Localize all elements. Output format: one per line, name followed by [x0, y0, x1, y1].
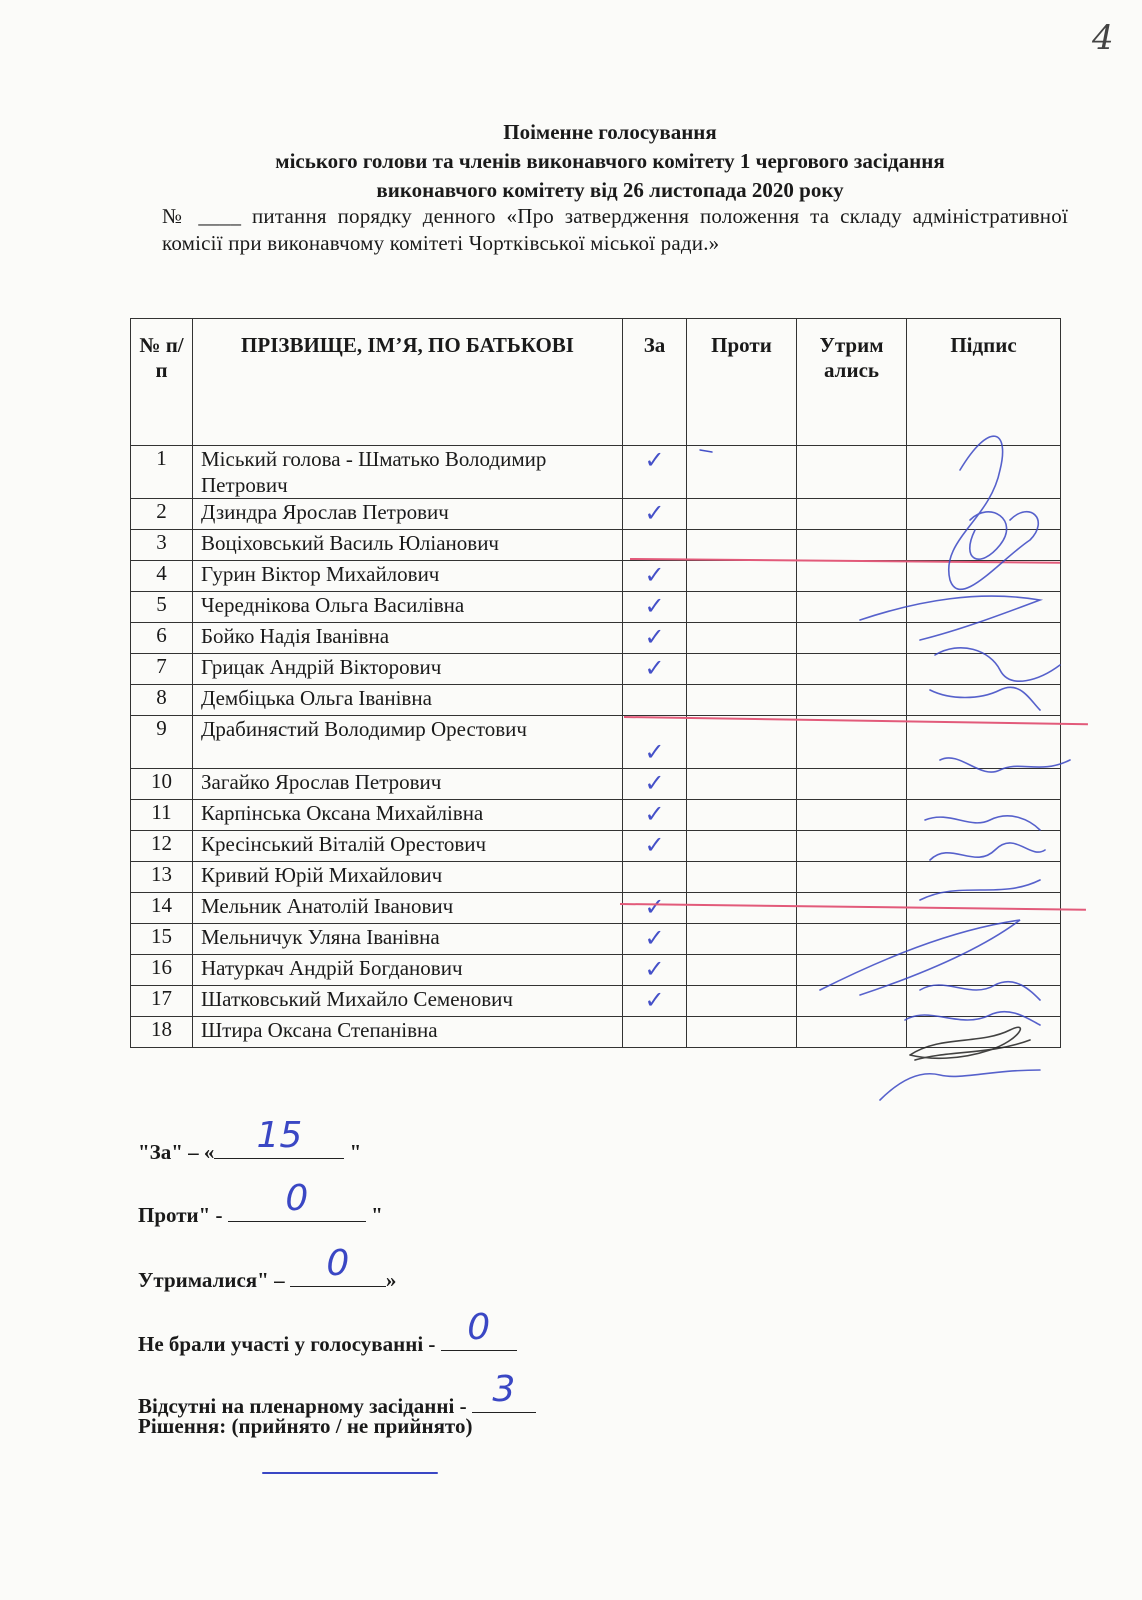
- header-signature: Підпис: [907, 319, 1061, 446]
- signature-scribble-13: [880, 1070, 1040, 1100]
- check-mark-icon: ✓: [644, 561, 665, 589]
- tally-abstained-field: [290, 1243, 386, 1287]
- table-row: [131, 955, 1061, 986]
- check-mark-icon: ✓: [644, 446, 665, 474]
- table-row: [131, 654, 1061, 685]
- table-row: [131, 831, 1061, 862]
- row-signature: [907, 592, 1061, 623]
- row-name: Шатковський Михайло Семенович: [193, 986, 623, 1017]
- tally-for-suffix: ": [344, 1140, 362, 1164]
- row-against: [687, 924, 797, 955]
- row-signature: [907, 769, 1061, 800]
- row-for: [623, 893, 687, 924]
- row-against: [687, 446, 797, 499]
- document-title: [160, 118, 1060, 205]
- row-for: [623, 924, 687, 955]
- row-abstained: [797, 561, 907, 592]
- tally-abstained-label: Утрималися" –: [138, 1268, 290, 1292]
- row-name: Мельник Анатолій Іванович: [193, 893, 623, 924]
- row-name: Кривий Юрій Михайлович: [193, 862, 623, 893]
- row-num: 6: [131, 623, 193, 654]
- row-for: [623, 1017, 687, 1048]
- row-num: 14: [131, 893, 193, 924]
- voting-table-body: [131, 446, 1061, 1048]
- agenda-item: № ____ питання порядку денного «Про затвердження положення та складу адміністративної комісії при виконавчому комітеті Чортківської міської ради.»: [162, 204, 1068, 255]
- check-mark-icon: ✓: [644, 499, 665, 527]
- row-num: 12: [131, 831, 193, 862]
- table-row: [131, 592, 1061, 623]
- row-against: [687, 955, 797, 986]
- row-num: 17: [131, 986, 193, 1017]
- check-mark-icon: ✓: [644, 738, 665, 766]
- row-abstained: [797, 592, 907, 623]
- tally-abstained-value: 0: [326, 1243, 350, 1284]
- tally-against: [138, 1178, 383, 1228]
- header-name: ПРІЗВИЩЕ, ІМ’Я, ПО БАТЬКОВІ: [193, 319, 623, 446]
- row-num: 18: [131, 1017, 193, 1048]
- table-row: [131, 986, 1061, 1017]
- page-number: 4: [1092, 18, 1114, 58]
- row-against: [687, 893, 797, 924]
- row-num: 8: [131, 685, 193, 716]
- row-num: 2: [131, 499, 193, 530]
- header-num: № п/п: [131, 319, 193, 446]
- row-name: Дембіцька Ольга Іванівна: [193, 685, 623, 716]
- row-for: [623, 561, 687, 592]
- table-row: [131, 685, 1061, 716]
- row-for: [623, 654, 687, 685]
- row-for: [623, 986, 687, 1017]
- title-line-2: міського голови та членів виконавчого комітету 1 чергового засідання: [275, 149, 945, 173]
- row-name: Дзиндра Ярослав Петрович: [193, 499, 623, 530]
- table-row: [131, 924, 1061, 955]
- row-abstained: [797, 800, 907, 831]
- tally-against-value: 0: [285, 1178, 309, 1219]
- row-name: Гурин Віктор Михайлович: [193, 561, 623, 592]
- row-signature: [907, 862, 1061, 893]
- table-row: [131, 716, 1061, 769]
- check-mark-icon: ✓: [644, 623, 665, 651]
- tally-for-label: "За" – «: [138, 1140, 215, 1164]
- row-signature: [907, 986, 1061, 1017]
- check-mark-icon: ✓: [644, 986, 665, 1014]
- table-row: [131, 800, 1061, 831]
- table-row: [131, 499, 1061, 530]
- row-num: 7: [131, 654, 193, 685]
- tally-not-voted-field: [441, 1307, 517, 1351]
- row-num: 13: [131, 862, 193, 893]
- row-for: [623, 862, 687, 893]
- row-abstained: [797, 530, 907, 561]
- row-for: [623, 623, 687, 654]
- row-for: [623, 530, 687, 561]
- row-for: [623, 955, 687, 986]
- row-against: [687, 623, 797, 654]
- row-signature: [907, 800, 1061, 831]
- row-num: 5: [131, 592, 193, 623]
- table-row: [131, 530, 1061, 561]
- row-against: [687, 561, 797, 592]
- tally-for-value: 15: [256, 1115, 303, 1156]
- row-abstained: [797, 831, 907, 862]
- row-name: Кресінський Віталій Орестович: [193, 831, 623, 862]
- row-against: [687, 499, 797, 530]
- row-num: 1: [131, 446, 193, 499]
- row-name: Міський голова - Шматько Володимир Петрович: [193, 446, 623, 499]
- tally-against-label: Проти" -: [138, 1203, 228, 1227]
- row-name: Загайко Ярослав Петрович: [193, 769, 623, 800]
- tally-absent-value: 3: [492, 1369, 516, 1410]
- row-abstained: [797, 1017, 907, 1048]
- row-num: 9: [131, 716, 193, 769]
- row-signature: [907, 685, 1061, 716]
- row-against: [687, 1017, 797, 1048]
- row-against: [687, 685, 797, 716]
- tally-not-voted-label: Не брали участі у голосуванні -: [138, 1332, 441, 1356]
- row-num: 16: [131, 955, 193, 986]
- row-name: Грицак Андрій Вікторович: [193, 654, 623, 685]
- tally-for-field: [214, 1115, 344, 1159]
- row-for: [623, 592, 687, 623]
- header-for: За: [623, 319, 687, 446]
- header-abstained: Утрим ались: [797, 319, 907, 446]
- row-against: [687, 831, 797, 862]
- title-line-3: виконавчого комітету від 26 листопада 2020 року: [376, 178, 844, 202]
- row-abstained: [797, 623, 907, 654]
- row-signature: [907, 831, 1061, 862]
- tally-not-voted-value: 0: [467, 1307, 491, 1348]
- tally-against-suffix: ": [365, 1203, 383, 1227]
- tally-against-field: [228, 1178, 366, 1222]
- row-against: [687, 800, 797, 831]
- row-signature: [907, 446, 1061, 499]
- row-abstained: [797, 769, 907, 800]
- header-against: Проти: [687, 319, 797, 446]
- row-against: [687, 716, 797, 769]
- row-against: [687, 862, 797, 893]
- table-row: [131, 446, 1061, 499]
- row-name: Мельничук Уляна Іванівна: [193, 924, 623, 955]
- row-name: Драбинястий Володимир Орестович: [193, 716, 623, 769]
- table-row: [131, 623, 1061, 654]
- row-name: Череднікова Ольга Василівна: [193, 592, 623, 623]
- row-for: [623, 800, 687, 831]
- row-name: Штира Оксана Степанівна: [193, 1017, 623, 1048]
- row-num: 4: [131, 561, 193, 592]
- decision-label: Рішення: (прийнято / не прийнято): [138, 1414, 473, 1438]
- row-for: [623, 769, 687, 800]
- row-abstained: [797, 955, 907, 986]
- table-row: [131, 862, 1061, 893]
- voting-table: [130, 318, 1061, 1048]
- row-for: [623, 685, 687, 716]
- check-mark-icon: ✓: [644, 955, 665, 983]
- row-signature: [907, 955, 1061, 986]
- row-abstained: [797, 685, 907, 716]
- row-abstained: [797, 654, 907, 685]
- check-mark-icon: ✓: [644, 893, 665, 921]
- row-abstained: [797, 499, 907, 530]
- row-name: Бойко Надія Іванівна: [193, 623, 623, 654]
- tally-absent-label: Відсутні на пленарному засіданні -: [138, 1394, 472, 1418]
- row-abstained: [797, 986, 907, 1017]
- row-signature: [907, 924, 1061, 955]
- tally-for: [138, 1115, 362, 1165]
- row-for: [623, 716, 687, 769]
- row-name: Карпінська Оксана Михайлівна: [193, 800, 623, 831]
- row-abstained: [797, 716, 907, 769]
- table-row: [131, 769, 1061, 800]
- row-name: Воціховський Василь Юліанович: [193, 530, 623, 561]
- row-name: Натуркач Андрій Богданович: [193, 955, 623, 986]
- check-mark-icon: ✓: [644, 924, 665, 952]
- check-mark-icon: ✓: [644, 769, 665, 797]
- table-row: [131, 1017, 1061, 1048]
- row-signature: [907, 654, 1061, 685]
- check-mark-icon: ✓: [644, 654, 665, 682]
- row-for: [623, 446, 687, 499]
- decision-handwritten-line: [262, 1472, 438, 1474]
- check-mark-icon: ✓: [644, 592, 665, 620]
- table-header-row: [131, 319, 1061, 446]
- row-against: [687, 530, 797, 561]
- row-for: [623, 831, 687, 862]
- table-row: [131, 561, 1061, 592]
- row-signature: [907, 623, 1061, 654]
- row-signature: [907, 499, 1061, 530]
- row-against: [687, 769, 797, 800]
- tally-not-voted: [138, 1307, 517, 1357]
- row-signature: [907, 561, 1061, 592]
- tally-abstained-suffix: »: [385, 1268, 397, 1292]
- check-mark-icon: ✓: [644, 831, 665, 859]
- row-num: 3: [131, 530, 193, 561]
- row-against: [687, 592, 797, 623]
- check-mark-icon: ✓: [644, 800, 665, 828]
- title-line-1: Поіменне голосування: [503, 120, 717, 144]
- row-num: 10: [131, 769, 193, 800]
- row-against: [687, 654, 797, 685]
- row-against: [687, 986, 797, 1017]
- row-signature: [907, 1017, 1061, 1048]
- row-for: [623, 499, 687, 530]
- tally-abstained: [138, 1243, 397, 1293]
- row-num: 15: [131, 924, 193, 955]
- tally-absent-field: [472, 1369, 536, 1413]
- row-signature: [907, 530, 1061, 561]
- row-num: 11: [131, 800, 193, 831]
- row-abstained: [797, 924, 907, 955]
- row-abstained: [797, 446, 907, 499]
- row-abstained: [797, 862, 907, 893]
